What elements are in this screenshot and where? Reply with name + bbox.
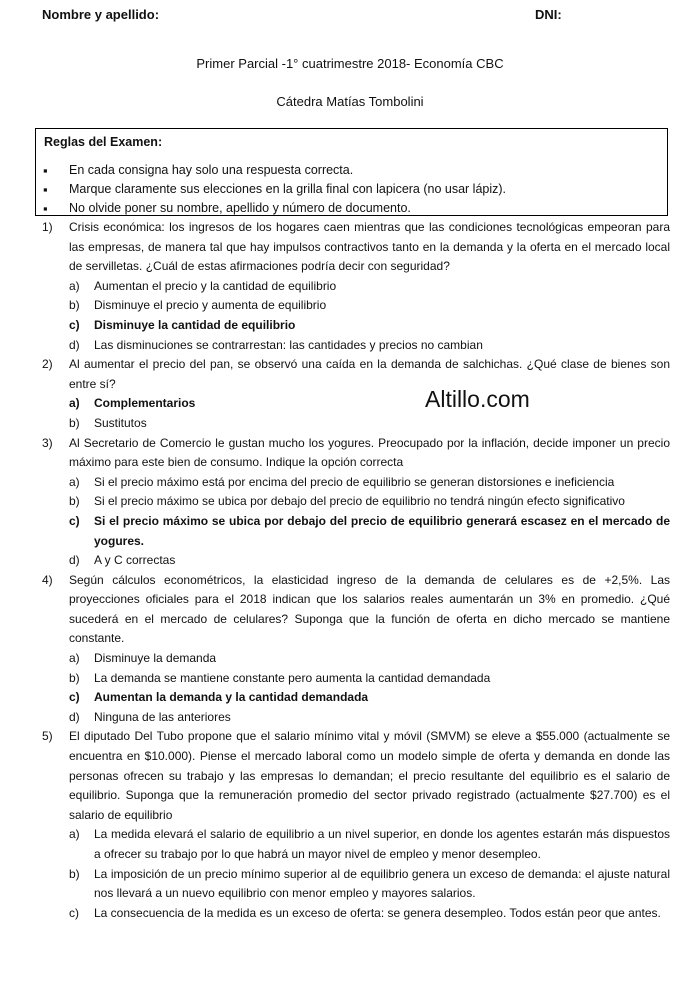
dni-label: DNI:	[535, 7, 562, 22]
option-text: Complementarios	[94, 396, 196, 411]
name-label: Nombre y apellido:	[42, 7, 160, 22]
question-number: 2)	[42, 357, 53, 372]
option-letter: b)	[69, 494, 80, 509]
question-text: Según cálculos econométricos, la elasticidad ingreso de la demanda de celulares es de +2,5%. Las proyecciones oficiales para el 2018 indican que los salarios reales aumentarán un 3% en promedio. ¿Qué sucederá en el mercado de celulares? Suponga que la función de oferta en dicho mercado se mantiene constante.	[69, 572, 670, 646]
option-d	[69, 708, 670, 728]
option-a	[69, 825, 670, 864]
option-letter: a)	[69, 396, 80, 411]
question-text: Crisis económica: los ingresos de los hogares caen mientras que las condiciones tecnológicas empeoran para las empresas, de manera tal que hay impulsos contractivos tanto en la demanda y la oferta en el mercado local de servilletas. ¿Cuál de estas afirmaciones podría decir con seguridad?	[69, 220, 670, 274]
option-letter: c)	[69, 690, 80, 705]
option-c	[69, 316, 670, 336]
question-number: 1)	[42, 220, 53, 234]
question-2	[42, 355, 670, 433]
question-number: 4)	[42, 572, 53, 587]
exam-subtitle: Cátedra Matías Tombolini	[276, 94, 424, 109]
option-letter: b)	[69, 298, 80, 313]
option-text: Disminuye la cantidad de equilibrio	[94, 317, 296, 332]
option-letter: a)	[69, 278, 80, 293]
questions-list	[42, 218, 670, 923]
option-text: Si el precio máximo se ubica por debajo del precio de equilibrio no tendrá ningún efecto significativo	[94, 494, 625, 509]
option-text: La medida elevará el salario de equilibrio a un nivel superior, en donde los agentes estarán más dispuestos a ofrecer su trabajo por lo que habrá un mayor nivel de empleo y menor desempleo.	[94, 827, 670, 861]
option-a	[69, 649, 670, 669]
option-text: Las disminuciones se contrarrestan: las cantidades y precios no cambian	[94, 337, 483, 352]
question-3	[42, 434, 670, 571]
option-d	[69, 336, 670, 356]
rules-title: Reglas del Examen:	[44, 135, 163, 149]
option-b	[69, 669, 670, 689]
option-letter: a)	[69, 474, 80, 489]
option-a	[69, 473, 670, 493]
question-number: 5)	[42, 729, 53, 744]
option-text: Disminuye la demanda	[94, 651, 217, 666]
option-text: La imposición de un precio mínimo superior al de equilibrio genera un exceso de demanda: el ajuste natural nos llevará a un nuevo equilibrio con menor empleo y mayores salarios.	[94, 866, 670, 901]
option-a	[69, 394, 670, 414]
option-letter: d)	[69, 337, 80, 352]
option-b	[69, 414, 670, 434]
option-text: Sustitutos	[94, 415, 147, 430]
option-c	[69, 688, 670, 708]
option-text: A y C correctas	[94, 553, 176, 568]
option-c	[69, 512, 670, 551]
option-text: Si el precio máximo se ubica por debajo del precio de equilibrio generará escasez en el mercado de yogures.	[94, 513, 670, 548]
option-text: La demanda se mantiene constante pero aumenta la cantidad demandada	[94, 670, 491, 685]
option-letter: b)	[69, 670, 80, 685]
rule-item: ▪ Marque claramente sus elecciones en la grilla final con lapicera (no usar lápiz).	[36, 180, 506, 199]
option-d	[69, 551, 670, 571]
question-text: Al Secretario de Comercio le gustan mucho los yogures. Preocupado por la inflación, decide imponer un precio máximo para este bien de consumo. Indique la opción correcta	[69, 435, 670, 470]
rule-item: ▪ En cada consigna hay solo una respuesta correcta.	[36, 161, 506, 180]
question-1	[42, 218, 670, 355]
option-letter: d)	[69, 553, 80, 568]
option-letter: a)	[69, 827, 80, 842]
option-letter: c)	[69, 317, 80, 332]
question-number: 3)	[42, 435, 53, 450]
option-letter: c)	[69, 905, 79, 920]
option-letter: a)	[69, 651, 80, 666]
exam-rules-box	[35, 128, 668, 216]
option-letter: d)	[69, 709, 80, 724]
question-5	[42, 727, 670, 923]
option-a	[69, 277, 670, 297]
option-text: Ninguna de las anteriores	[94, 709, 231, 724]
option-b	[69, 492, 670, 512]
option-letter: c)	[69, 513, 80, 528]
question-4	[42, 571, 670, 728]
option-letter: b)	[69, 866, 80, 881]
option-text: Aumentan la demanda y la cantidad demandada	[94, 690, 369, 705]
rules-list	[36, 161, 506, 218]
question-text: Al aumentar el precio del pan, se observó una caída en la demanda de salchichas. ¿Qué clase de bienes son entre sí?	[69, 357, 670, 391]
watermark: Altillo.com	[425, 386, 530, 412]
option-text: Aumentan el precio y la cantidad de equilibrio	[94, 278, 337, 293]
option-text: La consecuencia de la medida es un exceso de oferta: se genera desempleo. Todos están peor que antes.	[94, 905, 661, 920]
option-b	[69, 865, 670, 904]
option-letter: b)	[69, 415, 80, 430]
exam-title: Primer Parcial -1° cuatrimestre 2018- Economía CBC	[196, 56, 504, 71]
question-text: El diputado Del Tubo propone que el salario mínimo vital y móvil (SMVM) se eleve a $55.000 (actualmente se encuentra en $10.000). Piense el mercado laboral como un modelo simple de oferta y demanda en donde las personas ofrecen su trabajo y las empresas lo demandan; el precio resultante del equilibrio es el salario de equilibrio. Suponga que la remuneración promedio del sector privado registrado (actualmente $27.700) es el salario de equilibrio	[69, 729, 670, 822]
option-b	[69, 296, 670, 316]
option-text: Si el precio máximo está por encima del precio de equilibrio se generan distorsiones e ineficiencia	[94, 474, 615, 489]
option-c	[69, 904, 670, 924]
rule-item: ▪ No olvide poner su nombre, apellido y número de documento.	[36, 199, 506, 218]
option-text: Disminuye el precio y aumenta de equilibrio	[94, 298, 327, 313]
